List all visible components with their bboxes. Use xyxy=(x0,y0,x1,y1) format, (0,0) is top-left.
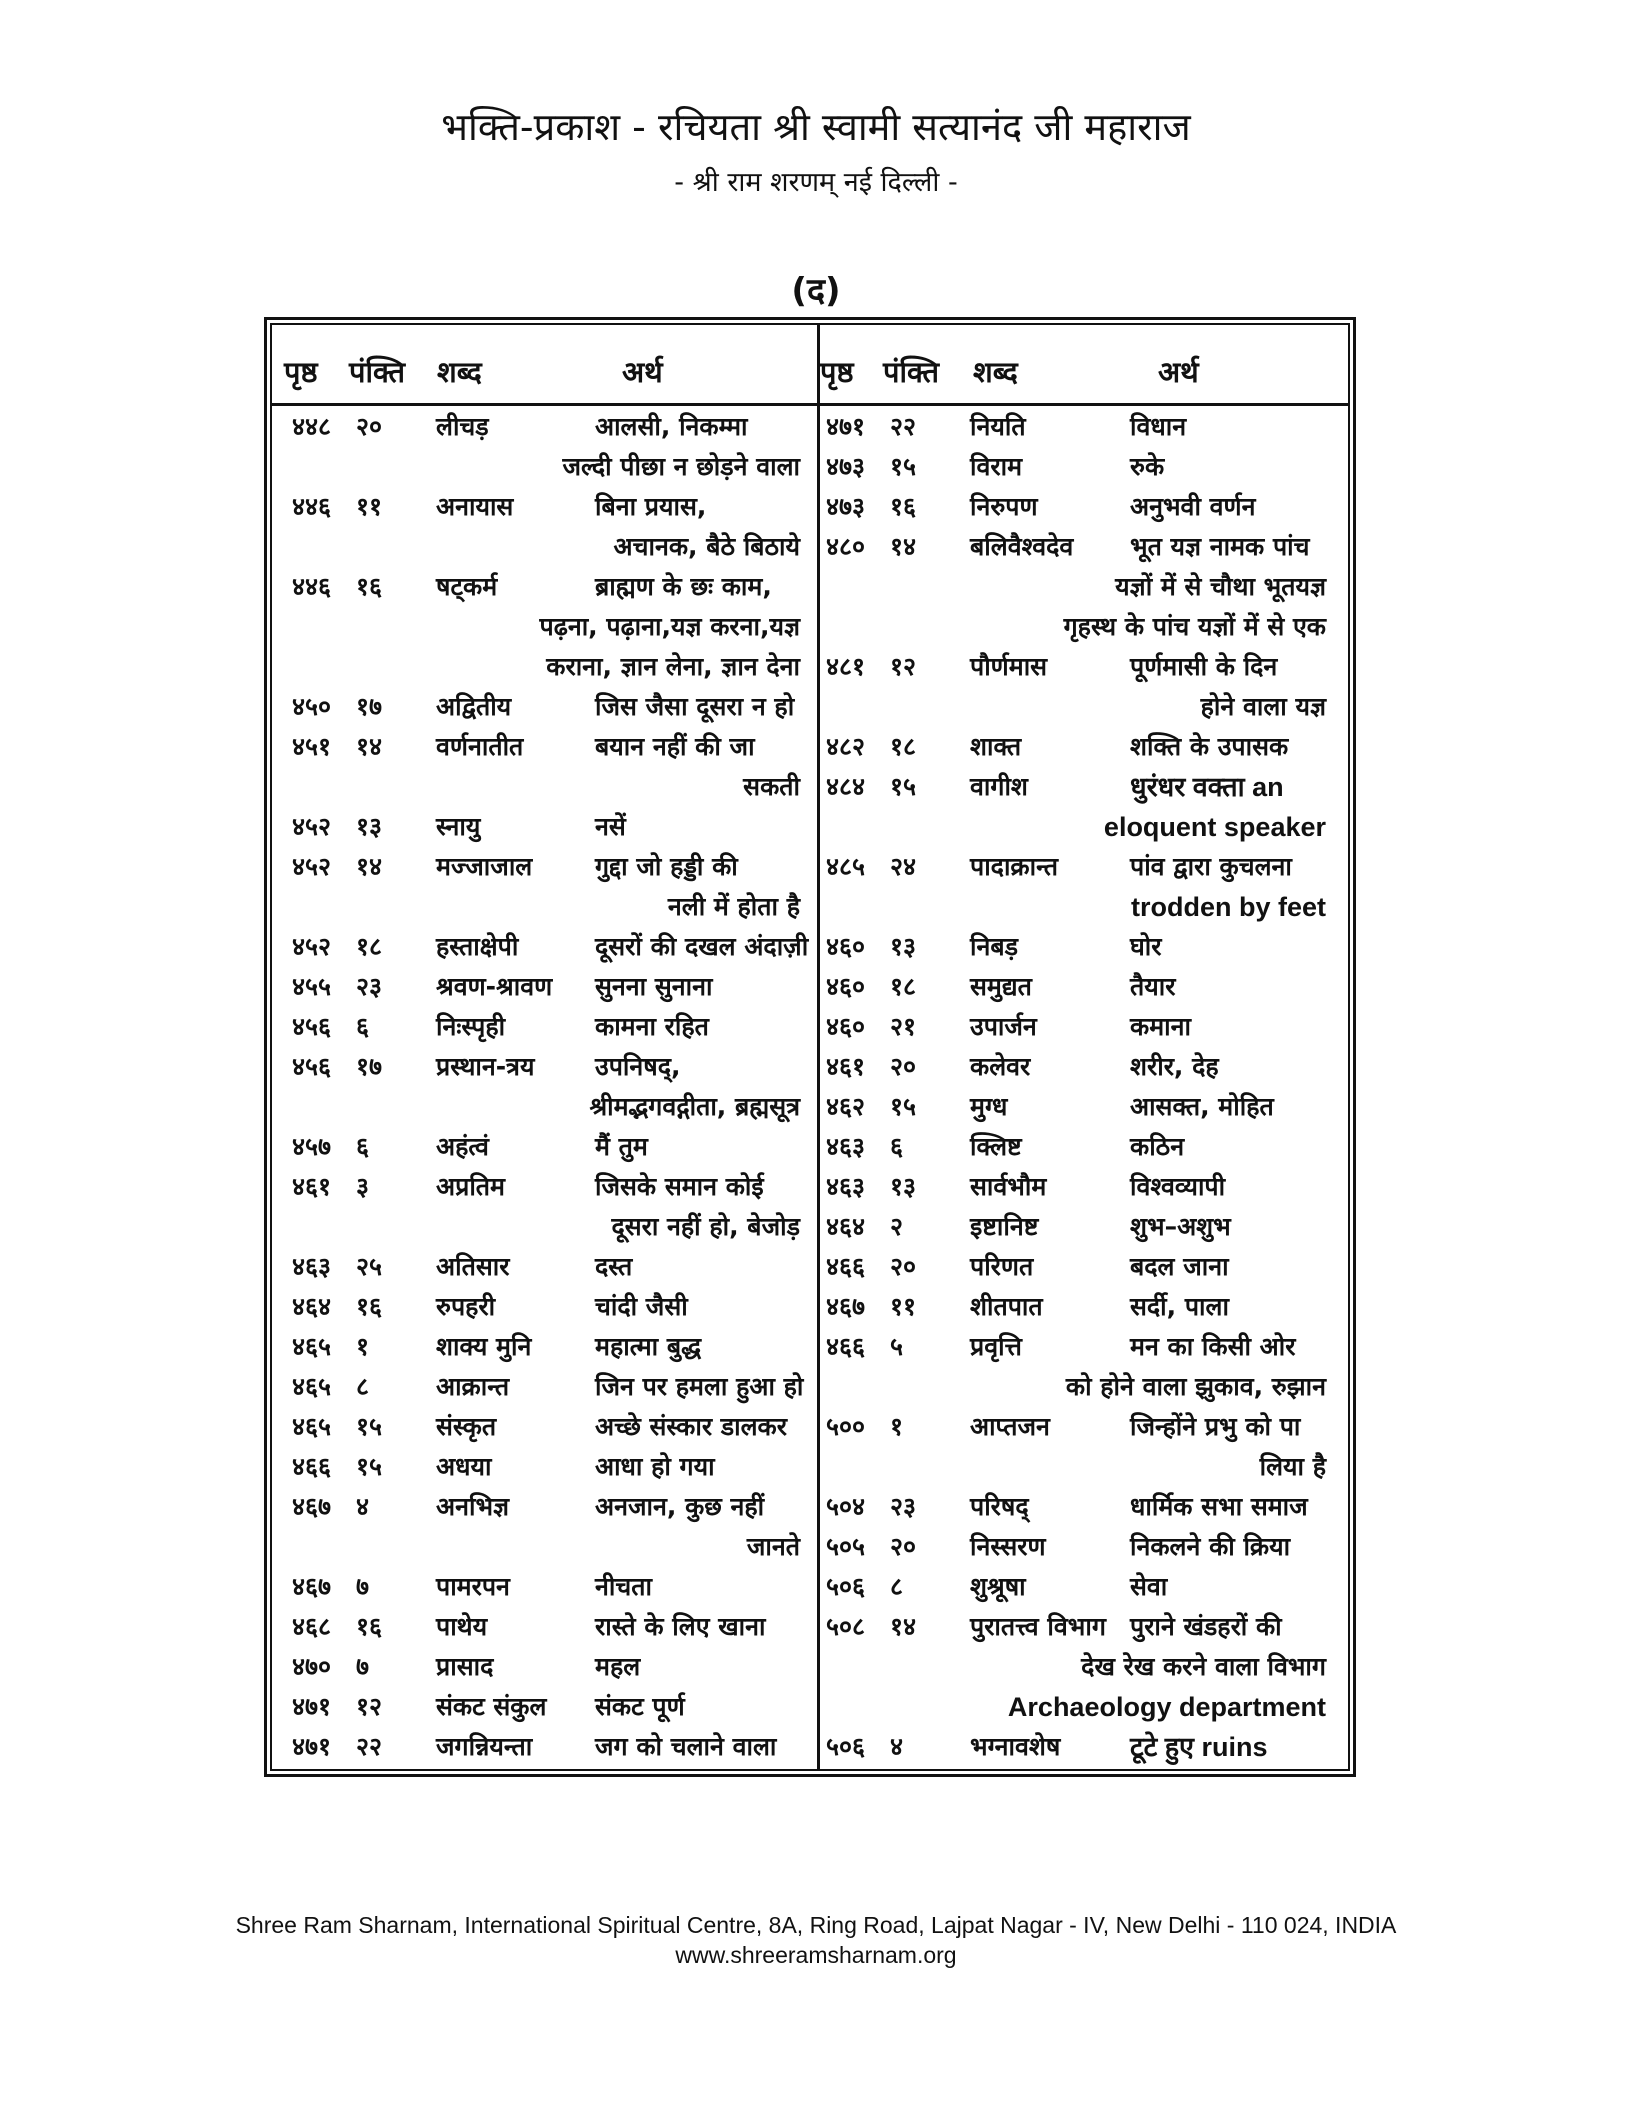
line-number: २० xyxy=(890,1052,917,1081)
page-number: ४५६ xyxy=(292,1012,332,1041)
meaning: ब्राह्मण के छः काम, xyxy=(595,572,772,601)
word: बलिवैश्वदेव xyxy=(970,532,1074,561)
page-number: ४५२ xyxy=(292,932,332,961)
line-number: २० xyxy=(890,1532,917,1561)
meaning: जिन पर हमला हुआ हो xyxy=(595,1372,804,1401)
word: वर्णनातीत xyxy=(436,732,524,761)
page-number: ४६१ xyxy=(826,1052,866,1081)
line-number: १४ xyxy=(356,852,383,881)
page-number: ५०६ xyxy=(826,1572,866,1601)
word: जगन्नियन्ता xyxy=(436,1732,533,1761)
meaning: गुद्दा जो हड्डी की xyxy=(595,852,738,881)
meaning: पांव द्वारा कुचलना xyxy=(1130,852,1292,881)
meaning: अच्छे संस्कार डालकर xyxy=(595,1412,787,1441)
word: निबड़ xyxy=(970,932,1019,961)
page-number: ४६८ xyxy=(292,1612,332,1641)
meaning: दूसरों की दखल अंदाज़ी xyxy=(595,932,809,961)
page-number: ४८० xyxy=(826,532,866,561)
word: वागीश xyxy=(970,772,1028,801)
word: शुश्रूषा xyxy=(970,1572,1026,1601)
word: कलेवर xyxy=(970,1052,1031,1081)
meaning: विश्वव्यापी xyxy=(1130,1172,1226,1201)
page-number: ४८४ xyxy=(826,772,866,801)
word: क्लिष्ट xyxy=(970,1132,1022,1161)
page-number: ४६० xyxy=(826,932,866,961)
page-number: ४६७ xyxy=(826,1292,866,1321)
header-meaning-right: अर्थ xyxy=(1158,355,1199,389)
header-divider xyxy=(270,403,1350,406)
word: परिणत xyxy=(970,1252,1034,1281)
page-number: ४६६ xyxy=(292,1452,332,1481)
word: निःस्पृही xyxy=(436,1012,506,1041)
word: भग्नावशेष xyxy=(970,1732,1061,1761)
page-number: ४६२ xyxy=(826,1092,866,1121)
meaning: चांदी जैसी xyxy=(595,1292,688,1321)
meaning: नसें xyxy=(595,812,626,841)
word: पादाक्रान्त xyxy=(970,852,1059,881)
line-number: १५ xyxy=(356,1412,383,1441)
meaning-continued: लिया है xyxy=(1259,1452,1326,1481)
meaning: जिन्होंने प्रभु को पा xyxy=(1130,1412,1301,1441)
line-number: ५ xyxy=(890,1332,904,1361)
meaning: टूटे हुए ruins xyxy=(1130,1732,1268,1762)
meaning: भूत यज्ञ नामक पांच xyxy=(1130,532,1310,561)
line-number: १६ xyxy=(356,572,383,601)
page-number: ४८५ xyxy=(826,852,866,881)
line-number: २३ xyxy=(356,972,383,1001)
header-word-left: शब्द xyxy=(437,355,482,389)
meaning-continued: होने वाला यज्ञ xyxy=(1200,692,1326,721)
line-number: १५ xyxy=(890,1092,917,1121)
line-number: १७ xyxy=(356,1052,383,1081)
section-letter: (द) xyxy=(791,271,841,311)
word: प्रवृत्ति xyxy=(970,1332,1022,1361)
meaning: जिस जैसा दूसरा न हो xyxy=(595,692,795,721)
meaning: नीचता xyxy=(595,1572,652,1601)
line-number: २२ xyxy=(356,1732,383,1761)
meaning: आलसी, निकम्मा xyxy=(595,412,748,441)
page-title: भक्ति-प्रकाश - रचियता श्री स्वामी सत्यानंद जी महाराज xyxy=(441,105,1191,149)
line-number: १ xyxy=(356,1332,370,1361)
page-number: ४६४ xyxy=(292,1292,332,1321)
line-number: १८ xyxy=(890,732,917,761)
word: पामरपन xyxy=(436,1572,510,1601)
word: रुपहरी xyxy=(436,1292,496,1321)
line-number: १५ xyxy=(356,1452,383,1481)
page-number: ४४६ xyxy=(292,572,332,601)
word: मज्जाजाल xyxy=(436,852,533,881)
meaning-continued: अचानक, बैठे बिठाये xyxy=(613,532,800,561)
meaning: निकलने की क्रिया xyxy=(1130,1532,1291,1561)
line-number: ७ xyxy=(356,1652,370,1681)
meaning: मैं तुम xyxy=(595,1132,648,1161)
word: सार्वभौम xyxy=(970,1172,1047,1201)
page-number: ४६६ xyxy=(826,1252,866,1281)
meaning: दस्त xyxy=(595,1252,633,1281)
word: आक्रान्त xyxy=(436,1372,510,1401)
page-number: ४७३ xyxy=(826,452,866,481)
meaning-continued: देख रेख करने वाला विभाग xyxy=(1081,1652,1326,1681)
meaning: पूर्णमासी के दिन xyxy=(1130,652,1278,681)
page-number: ४६० xyxy=(826,972,866,1001)
line-number: २२ xyxy=(890,412,917,441)
line-number: ३ xyxy=(356,1172,370,1201)
line-number: ६ xyxy=(356,1012,370,1041)
word: नियति xyxy=(970,412,1026,441)
page-number: ५०० xyxy=(826,1412,866,1441)
page-number: ४४६ xyxy=(292,492,332,521)
word: शाक्त xyxy=(970,732,1022,761)
line-number: ८ xyxy=(890,1572,904,1601)
line-number: ४ xyxy=(890,1732,904,1761)
meaning-continued: यज्ञों में से चौथा भूतयज्ञ xyxy=(1115,572,1326,601)
word: स्नायु xyxy=(436,812,481,841)
meaning-continued: नली में होता है xyxy=(667,892,800,921)
page-number: ४७१ xyxy=(292,1732,332,1761)
meaning-continued: गृहस्थ के पांच यज्ञों में से एक xyxy=(1063,612,1326,641)
word: अनायास xyxy=(436,492,514,521)
meaning: रास्ते के लिए खाना xyxy=(595,1612,766,1641)
word: मुग्ध xyxy=(970,1092,1008,1121)
column-divider xyxy=(817,323,820,1771)
meaning-continued: को होने वाला झुकाव, रुझान xyxy=(1065,1372,1326,1401)
footer-website: www.shreeramsharnam.org xyxy=(675,1942,957,1968)
meaning: शरीर, देह xyxy=(1130,1052,1219,1081)
word: अनभिज्ञ xyxy=(436,1492,510,1521)
page-number: ४५१ xyxy=(292,732,332,761)
word: उपार्जन xyxy=(970,1012,1037,1041)
meaning: आसक्त, मोहित xyxy=(1130,1092,1274,1121)
word: अद्वितीय xyxy=(436,692,512,721)
page-number: ४६४ xyxy=(826,1212,866,1241)
line-number: १४ xyxy=(356,732,383,761)
meaning: घोर xyxy=(1130,932,1162,961)
line-number: २१ xyxy=(890,1012,917,1041)
meaning: बिना प्रयास, xyxy=(595,492,707,521)
line-number: २ xyxy=(890,1212,904,1241)
page-number: ४७१ xyxy=(292,1692,332,1721)
line-number: १४ xyxy=(890,1612,917,1641)
line-number: ६ xyxy=(890,1132,904,1161)
meaning: अनजान, कुछ नहीं xyxy=(595,1492,765,1521)
page-number: ४७१ xyxy=(826,412,866,441)
header-word-right: शब्द xyxy=(973,355,1018,389)
page-number: ४६६ xyxy=(826,1332,866,1361)
meaning: कमाना xyxy=(1130,1012,1191,1041)
line-number: ११ xyxy=(356,492,383,521)
word: निरुपण xyxy=(970,492,1038,521)
word: पाथेय xyxy=(436,1612,488,1641)
page-number: ४६३ xyxy=(292,1252,332,1281)
line-number: १५ xyxy=(890,452,917,481)
word: अधया xyxy=(436,1452,492,1481)
line-number: ६ xyxy=(356,1132,370,1161)
word: पौर्णमास xyxy=(970,652,1048,681)
word: पुरातत्त्व विभाग xyxy=(970,1612,1106,1641)
page-number: ४८१ xyxy=(826,652,866,681)
line-number: ४ xyxy=(356,1492,370,1521)
line-number: १३ xyxy=(890,1172,917,1201)
line-number: १६ xyxy=(356,1612,383,1641)
page-number: ५०४ xyxy=(826,1492,866,1521)
meaning: सेवा xyxy=(1130,1572,1168,1601)
meaning-continued: जानते xyxy=(746,1532,800,1561)
page-number: ४६० xyxy=(826,1012,866,1041)
line-number: २० xyxy=(890,1252,917,1281)
meaning: पुराने खंडहरों की xyxy=(1130,1612,1282,1641)
page-number: ४६७ xyxy=(292,1572,332,1601)
page-number: ५०६ xyxy=(826,1732,866,1761)
meaning: बदल जाना xyxy=(1130,1252,1229,1281)
meaning: सुनना सुनाना xyxy=(595,972,713,1001)
meaning-continued: श्रीमद्भगवद्गीता, ब्रह्मसूत्र xyxy=(589,1092,800,1121)
line-number: ११ xyxy=(890,1292,917,1321)
line-number: २० xyxy=(356,412,383,441)
meaning: सर्दी, पाला xyxy=(1130,1292,1229,1321)
page-number: ४५६ xyxy=(292,1052,332,1081)
line-number: १५ xyxy=(890,772,917,801)
word: आप्तजन xyxy=(970,1412,1050,1441)
word: प्रस्थान-त्रय xyxy=(436,1052,535,1081)
page-number: ४६३ xyxy=(826,1132,866,1161)
line-number: ८ xyxy=(356,1372,370,1401)
page-number: ४५२ xyxy=(292,812,332,841)
meaning: कामना रहित xyxy=(595,1012,709,1041)
word: श्रवण-श्रावण xyxy=(436,972,553,1001)
header-page-right: पृष्ठ xyxy=(820,355,854,389)
word: हस्ताक्षेपी xyxy=(436,932,519,961)
meaning: धार्मिक सभा समाज xyxy=(1130,1492,1308,1521)
meaning: धुरंधर वक्ता an xyxy=(1130,772,1284,802)
line-number: ७ xyxy=(356,1572,370,1601)
page-number: ४७३ xyxy=(826,492,866,521)
line-number: १३ xyxy=(356,812,383,841)
page-number: ४५२ xyxy=(292,852,332,881)
meaning: उपनिषद्, xyxy=(595,1052,681,1081)
word: अतिसार xyxy=(436,1252,510,1281)
word: विराम xyxy=(970,452,1023,481)
page-number: ४६५ xyxy=(292,1372,332,1401)
page-number: ४६७ xyxy=(292,1492,332,1521)
meaning: महात्मा बुद्ध xyxy=(595,1332,702,1361)
meaning-continued: कराना, ज्ञान लेना, ज्ञान देना xyxy=(546,652,800,681)
page-number: ४६३ xyxy=(826,1172,866,1201)
meaning: विधान xyxy=(1130,412,1187,441)
meaning: जिसके समान कोई xyxy=(595,1172,764,1201)
page-number: ४८२ xyxy=(826,732,866,761)
header-line-left: पंक्ति xyxy=(349,355,406,389)
meaning-continued: eloquent speaker xyxy=(1103,812,1326,842)
line-number: १ xyxy=(890,1412,904,1441)
footer-address: Shree Ram Sharnam, International Spiritual Centre, 8A, Ring Road, Lajpat Nagar - IV, New Delhi - 110 024, INDIA xyxy=(235,1912,1397,1938)
page-number: ४४८ xyxy=(292,412,332,441)
page-number: ४६५ xyxy=(292,1412,332,1441)
meaning: मन का किसी ओर xyxy=(1130,1332,1296,1361)
line-number: १२ xyxy=(356,1692,383,1721)
word: संकट संकुल xyxy=(436,1692,547,1721)
word: समुद्यत xyxy=(970,972,1032,1001)
meaning: रुके xyxy=(1130,452,1165,481)
meaning-continued: trodden by feet xyxy=(1130,892,1326,922)
page-number: ४६१ xyxy=(292,1172,332,1201)
page-subtitle: - श्री राम शरणम् नई दिल्ली - xyxy=(674,167,958,198)
meaning: बयान नहीं की जा xyxy=(595,732,755,761)
line-number: १८ xyxy=(890,972,917,1001)
meaning-continued: जल्दी पीछा न छोड़ने वाला xyxy=(562,452,800,481)
meaning: शुभ–अशुभ xyxy=(1130,1212,1231,1241)
page-number: ४५७ xyxy=(292,1132,332,1161)
word: शाक्य मुनि xyxy=(436,1332,532,1361)
line-number: १८ xyxy=(356,932,383,961)
header-line-right: पंक्ति xyxy=(883,355,940,389)
word: अप्रतिम xyxy=(436,1172,506,1201)
meaning: आधा हो गया xyxy=(595,1452,715,1481)
word: लीचड़ xyxy=(436,412,489,441)
meaning: कठिन xyxy=(1130,1132,1185,1161)
line-number: १२ xyxy=(890,652,917,681)
page-number: ४५५ xyxy=(292,972,332,1001)
word: अहंत्वं xyxy=(436,1132,489,1161)
meaning-continued: दूसरा नहीं हो, बेजोड़ xyxy=(611,1212,800,1241)
meaning: शक्ति के उपासक xyxy=(1130,732,1289,761)
line-number: १६ xyxy=(890,492,917,521)
line-number: १७ xyxy=(356,692,383,721)
line-number: २५ xyxy=(356,1252,383,1281)
page-number: ४५० xyxy=(292,692,332,721)
meaning: तैयार xyxy=(1130,972,1176,1001)
page-number: ५०८ xyxy=(826,1612,866,1641)
line-number: २४ xyxy=(890,852,917,881)
word: इष्टानिष्ट xyxy=(970,1212,1039,1241)
meaning: संकट पूर्ण xyxy=(595,1692,685,1721)
page-number: ४७० xyxy=(292,1652,332,1681)
line-number: १३ xyxy=(890,932,917,961)
line-number: १६ xyxy=(356,1292,383,1321)
meaning: महल xyxy=(595,1652,641,1681)
word: प्रासाद xyxy=(436,1652,494,1681)
word: निस्सरण xyxy=(970,1532,1046,1561)
word: संस्कृत xyxy=(436,1412,497,1441)
header-meaning-left: अर्थ xyxy=(622,355,663,389)
line-number: २३ xyxy=(890,1492,917,1521)
meaning-continued: सकती xyxy=(743,772,800,801)
meaning-continued: Archaeology department xyxy=(1007,1692,1326,1722)
meaning: अनुभवी वर्णन xyxy=(1130,492,1256,521)
word: शीतपात xyxy=(970,1292,1043,1321)
page-number: ५०५ xyxy=(826,1532,866,1561)
meaning: जग को चलाने वाला xyxy=(595,1732,777,1761)
line-number: १४ xyxy=(890,532,917,561)
meaning-continued: पढ़ना, पढ़ाना,यज्ञ करना,यज्ञ xyxy=(539,612,800,641)
header-page-left: पृष्ठ xyxy=(284,355,318,389)
page-number: ४६५ xyxy=(292,1332,332,1361)
word: परिषद् xyxy=(970,1492,1029,1521)
word: षट्कर्म xyxy=(436,572,498,601)
